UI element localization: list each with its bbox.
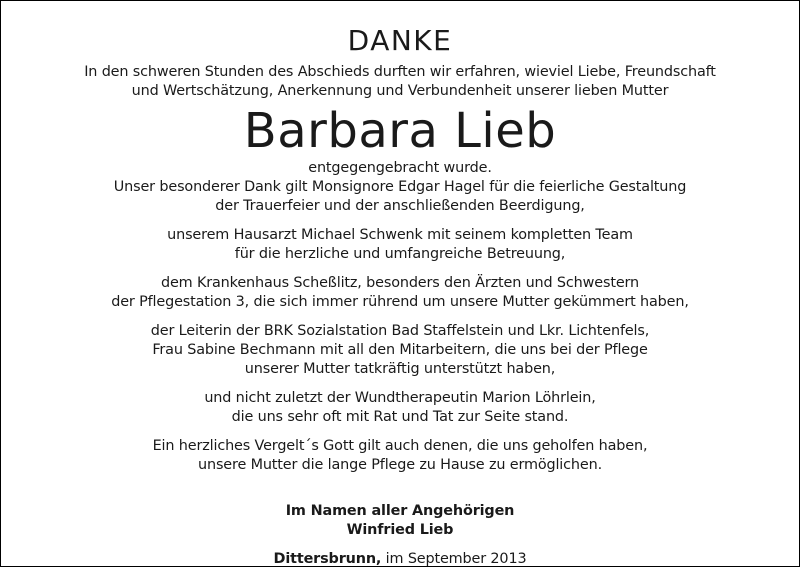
intro-text xyxy=(1,63,799,101)
thanks-block-hospital xyxy=(1,274,799,312)
thanks-block-care-service xyxy=(1,322,799,379)
thanks-line: Unser besonderer Dank gilt Monsignore Edgar Hagel für die feierliche Gestaltung xyxy=(113,179,687,195)
thanks-block-wound-therapist xyxy=(1,389,799,427)
thanks-line: unsere Mutter die lange Pflege zu Hause zu ermöglichen. xyxy=(198,457,602,473)
place-date xyxy=(1,550,799,569)
thanks-line: die uns sehr oft mit Rat und Tat zur Seite stand. xyxy=(231,409,569,425)
thanks-block-clergy xyxy=(1,178,799,216)
date-text: im September 2013 xyxy=(381,551,527,567)
signature xyxy=(1,502,799,540)
thanks-line: unserem Hausarzt Michael Schwenk mit seinem kompletten Team xyxy=(167,227,633,243)
thanks-line: Ein herzliches Vergelt´s Gott gilt auch denen, die uns geholfen haben, xyxy=(152,438,648,454)
thanks-block-doctor xyxy=(1,226,799,264)
deceased-name: Barbara Lieb xyxy=(243,103,557,159)
after-name-text: entgegengebracht wurde. xyxy=(308,160,492,176)
thanks-line: Frau Sabine Bechmann mit all den Mitarbeitern, die uns bei der Pflege xyxy=(152,342,648,358)
thanks-block-helpers xyxy=(1,437,799,475)
notice-heading: DANKE xyxy=(347,24,453,57)
thanks-line: unserer Mutter tatkräftig unterstützt haben, xyxy=(244,361,556,377)
thanks-line: der Pflegestation 3, die sich immer rührend um unsere Mutter gekümmert haben, xyxy=(111,294,689,310)
thanks-line: dem Krankenhaus Scheßlitz, besonders den Ärzten und Schwestern xyxy=(160,275,640,291)
intro-line: und Wertschätzung, Anerkennung und Verbundenheit unserer lieben Mutter xyxy=(131,83,669,99)
place-name: Dittersbrunn, xyxy=(273,551,382,567)
thanks-line: und nicht zuletzt der Wundtherapeutin Marion Löhrlein, xyxy=(204,390,596,406)
thank-you-notice xyxy=(1,0,799,569)
signature-name: Winfried Lieb xyxy=(346,522,454,538)
thanks-line: der Leiterin der BRK Sozialstation Bad Staffelstein und Lkr. Lichtenfels, xyxy=(150,323,650,339)
thanks-line: der Trauerfeier und der anschließenden Beerdigung, xyxy=(215,198,585,214)
signature-line: Im Namen aller Angehörigen xyxy=(285,503,515,519)
intro-line: In den schweren Stunden des Abschieds durften wir erfahren, wieviel Liebe, Freundschaft xyxy=(84,64,716,80)
thanks-line: für die herzliche und umfangreiche Betreuung, xyxy=(234,246,566,262)
